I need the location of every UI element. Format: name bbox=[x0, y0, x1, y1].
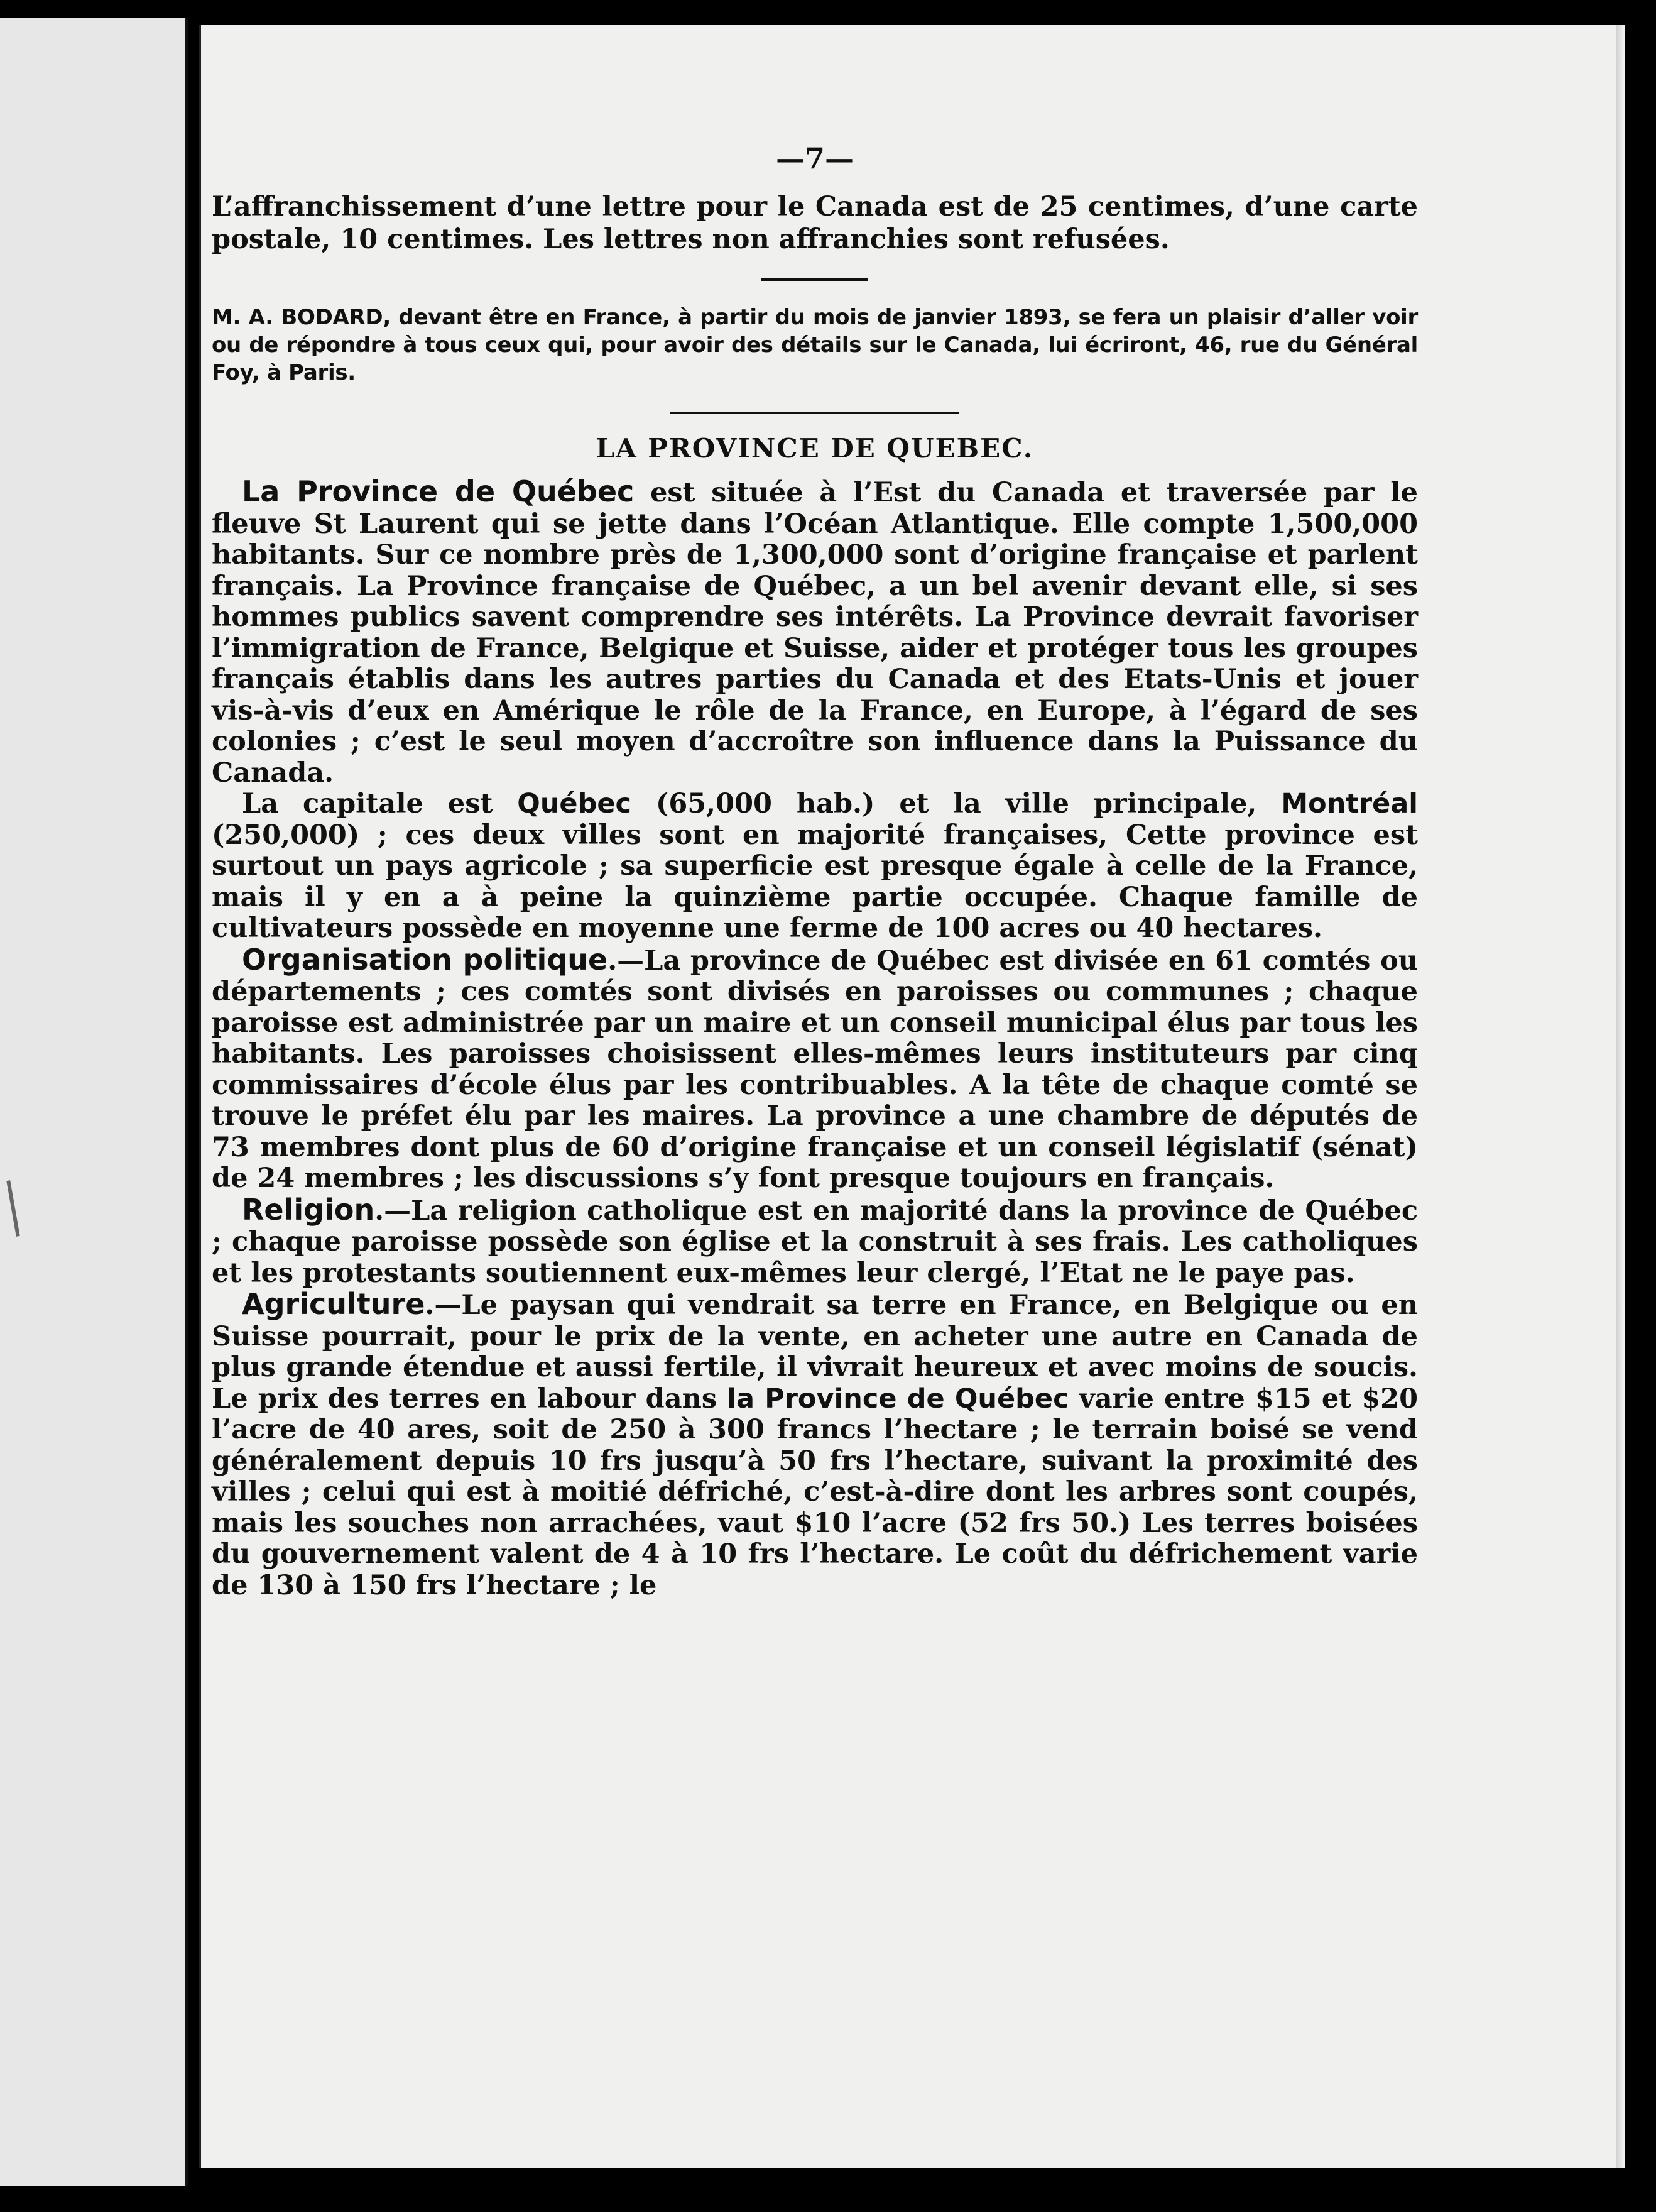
section-title: LA PROVINCE DE QUEBEC. bbox=[596, 433, 1034, 464]
paragraph-lead: Religion bbox=[242, 1192, 375, 1227]
paragraph-organisation bbox=[212, 944, 1418, 1195]
paragraph-lead: Organisation politique bbox=[242, 942, 608, 977]
bodard-announcement: M. A. BODARD, devant être en France, à partir du mois de janvier 1893, se fera un plaisir d’aller voir ou de répondre à tous ceux qui, pour avoir des détails sur le Canada, lui écriront, 46, rue du Général Foy, à Paris. bbox=[212, 305, 1418, 385]
paragraph-text: (250,000) ; ces deux villes sont en majorité françaises, Cette province est surtout un pays agricole ; sa superficie est presque égale à celle de la France, mais il y en a à peine la quinzième partie occupée. Chaque famille de cultivateurs possède en moyenne une ferme de 100 acres ou 40 hectares. bbox=[212, 819, 1418, 944]
page-edge-shadow bbox=[1616, 25, 1625, 2168]
paragraph-intro bbox=[212, 476, 1418, 789]
section-divider-rule bbox=[670, 412, 959, 414]
paragraph-text: .—Le paysan qui vendrait sa terre en France, en Belgique ou en Suisse pourrait, pour le prix de la vente, en acheter une autre en Canada de plus grande étendue et aussi fertile, il vivrait heureux et avec moins de soucis. Le prix des terres en labour dans bbox=[212, 1289, 1418, 1415]
paragraph-text: est située à l’Est du Canada et traversée par le fleuve St Laurent qui se jette dans l’Océan Atlantique. Elle compte 1,500,000 habitants. Sur ce nombre près de 1,300,000 sont d’origine française et parlent français. La Province française de Québec, a un bel avenir devant elle, si ses hommes publics savent comprendre ses intérêts. La Province devrait favoriser l’immigration de France, Belgique et Suisse, aider et protéger tous les groupes français établis dans les autres parties du Canada et des Etats-Unis et jouer vis-à-vis d’eux en Amérique le rôle de la France, en Europe, à l’égard de ses colonies ; c’est le seul moyen d’accroître son influence dans la Puissance du Canada. bbox=[212, 477, 1419, 789]
divider-rule bbox=[761, 278, 868, 281]
paragraph-text: (65,000 hab.) et la ville principale, bbox=[631, 788, 1282, 819]
city-name-montreal: Montréal bbox=[1281, 788, 1418, 819]
paragraph-lead: Agriculture bbox=[242, 1287, 425, 1321]
paragraph-agriculture bbox=[212, 1289, 1418, 1601]
paragraph-capital bbox=[212, 789, 1418, 944]
paragraph-text: .—La province de Québec est divisée en 61 comtés ou départements ; ces comtés sont divisés en paroisses ou communes ; chaque paroisse est administrée par un maire et un conseil municipal élus par tous les habitants. Les paroisses choisissent elles-mêmes leurs instituteurs par cinq commissaires d’école élus par les contribuables. A la tête de chaque comté se trouve le préfet élu par les maires. La province a une chambre de députés de 73 membres dont plus de 60 d’origine française et un conseil législatif (sénat) de 24 membres ; les discussions s’y font presque toujours en français. bbox=[212, 944, 1419, 1194]
paragraph-text: .—La religion catholique est en majorité dans la province de Québec ; chaque paroisse possède son église et la construit à ses frais. Les catholiques et les protestants soutiennent eux-mêmes leur clergé, l’Etat ne le paye pas. bbox=[212, 1195, 1418, 1289]
paragraph-lead: La Province de Québec bbox=[242, 474, 635, 508]
left-page-edge bbox=[0, 18, 188, 2186]
postage-notice: L’affranchissement d’une lettre pour le Canada est de 25 centimes, d’une carte postale, 10 centimes. Les lettres non affranchies sont refusées. bbox=[212, 191, 1418, 255]
paragraph-text: La capitale est bbox=[242, 788, 518, 819]
city-name-quebec: Québec bbox=[517, 788, 632, 819]
page-number: —7— bbox=[775, 141, 854, 175]
paragraph-text: varie entre $15 et $20 l’acre de 40 ares, soit de 250 à 300 francs l’hectare ; le terrain boisé se vend généralement depuis 10 frs jusqu’à 50 frs l’hectare, suivant la proximité des villes ; celui qui est à moitié défriché, c’est-à-dire dont les arbres sont coupés, mais les souches non arrachées, vaut $10 l’acre (52 frs 50.) Les terres boisées du gouvernement valent de 4 à 10 frs l’hectare. Le coût du défrichement varie de 130 à 150 frs l’hectare ; le bbox=[212, 1382, 1418, 1601]
paragraph-religion bbox=[212, 1192, 1418, 1289]
province-name: la Province de Québec bbox=[727, 1382, 1069, 1415]
page-fold-mark bbox=[6, 1180, 20, 1237]
page-content bbox=[212, 141, 1418, 1601]
